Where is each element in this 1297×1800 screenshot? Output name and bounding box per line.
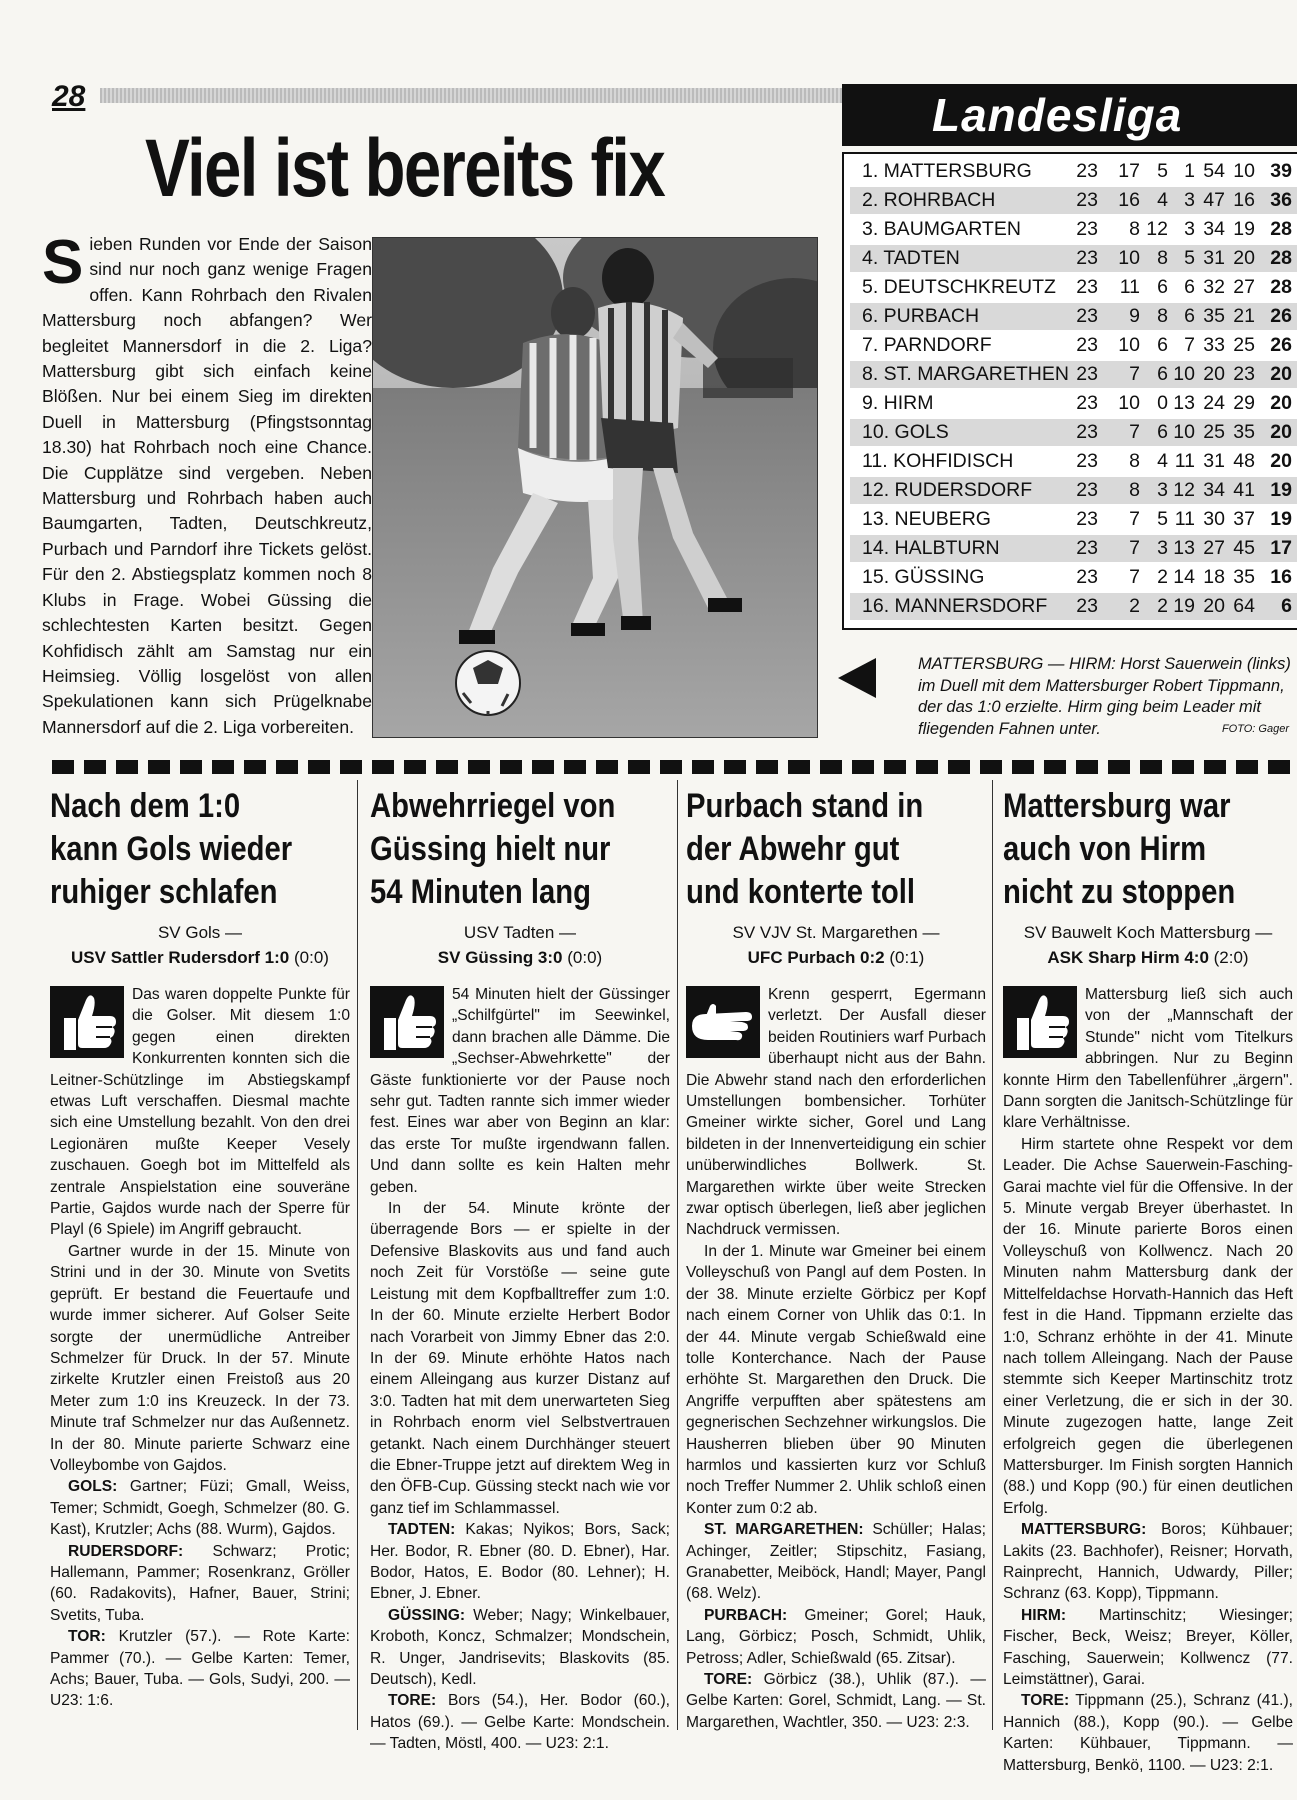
article-paragraph: TORE: Bors (54.), Her. Bodor (60.), Hatos (69.). — Gelbe Karte: Mondschein. — Tadten, Möstl, 400. — U23: 2:1.: [370, 1692, 670, 1753]
standings-w: 8: [1129, 218, 1140, 240]
standings-pts: 6: [1281, 595, 1292, 617]
standings-team: 5. DEUTSCHKREUTZ: [862, 276, 1056, 298]
standings-gf: 24: [1203, 392, 1225, 414]
headline-line: Nach dem 1:0: [50, 787, 241, 825]
standings-gf: 31: [1203, 247, 1225, 269]
standings-team: 8. ST. MARGARETHEN: [862, 363, 1069, 385]
match-away-score: USV Sattler Rudersdorf 1:0 (0:0): [71, 948, 329, 967]
article-body: [686, 984, 986, 1733]
standings-pts: 20: [1270, 450, 1292, 472]
standings-row: [850, 187, 1297, 214]
article-gols-rudersdorf: [50, 785, 350, 1712]
halftime-score: (0:0): [293, 948, 329, 967]
standings-team: 10. GOLS: [862, 421, 949, 443]
lead-article: [42, 228, 372, 740]
article-mattersburg-hirm: [1003, 785, 1293, 1776]
standings-w: 11: [1119, 276, 1140, 298]
standings-team: 9. HIRM: [862, 392, 934, 414]
standings-row: [850, 158, 1297, 185]
standings-row: [850, 274, 1297, 301]
standings-p: 23: [1076, 305, 1098, 327]
standings-p: 23: [1076, 334, 1098, 356]
photo-caption: [840, 654, 1295, 740]
standings-row: [850, 564, 1297, 591]
headline-line: kann Gols wieder: [50, 830, 293, 868]
headline-line: Mattersburg war: [1003, 787, 1231, 825]
standings-row: [850, 448, 1297, 475]
dropcap: S: [42, 228, 84, 297]
standings-gf: 18: [1203, 566, 1225, 588]
standings-gf: 31: [1203, 450, 1225, 472]
standings-w: 10: [1118, 392, 1140, 414]
standings-team: 1. MATTERSBURG: [862, 160, 1032, 182]
headline-line: und konterte toll: [686, 873, 916, 911]
article-paragraph: TORE: Görbicz (38.), Uhlik (87.). — Gelbe Karten: Gorel, Schmidt, Lang. — St. Margarethen, Wachtler, 350. — U23: 2:3.: [686, 1671, 986, 1731]
photo-credit: FOTO: Gager: [1221, 722, 1289, 735]
standings-l: 12: [1173, 479, 1195, 501]
standings-d: 5: [1157, 508, 1168, 530]
standings-team: 7. PARNDORF: [862, 334, 992, 356]
article-body: [370, 984, 670, 1755]
article-body: [1003, 984, 1293, 1776]
standings-ga: 35: [1233, 566, 1255, 588]
standings-gf: 25: [1203, 421, 1225, 443]
standings-d: 2: [1157, 566, 1168, 588]
halftime-score: (0:1): [889, 948, 925, 967]
arrow-left-icon: [838, 658, 876, 698]
article-headline: [1003, 785, 1252, 914]
standings-pts: 28: [1270, 247, 1292, 269]
match-home-team: SV Bauwelt Koch Mattersburg —: [1023, 923, 1273, 942]
standings-team: 6. PURBACH: [862, 305, 980, 327]
standings-row: [850, 303, 1297, 330]
match-result: [370, 920, 670, 970]
article-paragraph: HIRM: Martinschitz; Wiesinger; Fischer, Beck, Weisz; Breyer, Köller, Fasching, Sauerwein; Kollwencz (77. Leimstättner), Garai.: [1003, 1606, 1293, 1688]
match-away-score: ASK Sharp Hirm 4:0 (2:0): [1047, 948, 1249, 967]
standings-p: 23: [1076, 276, 1098, 298]
article-paragraph: MATTERSBURG: Boros; Kühbauer; Lakits (23. Bachhofer), Reisner; Horvath, Rainprecht, Hannich, Udwardy, Piller; Schranz (63. Kopp), Tippmann.: [1003, 1521, 1293, 1603]
halftime-score: (2:0): [1213, 948, 1249, 967]
standings-p: 23: [1076, 479, 1098, 501]
standings-l: 6: [1184, 305, 1195, 327]
standings-pts: 26: [1270, 305, 1292, 327]
article-paragraph: PURBACH: Gmeiner; Gorel; Hauk, Lang, Görbicz; Posch, Schmidt, Uhlik, Petross; Adler, Schießwald (65. Zitsar).: [686, 1606, 986, 1667]
standings-ga: 64: [1233, 595, 1255, 617]
standings-gf: 20: [1203, 363, 1225, 385]
article-paragraph: 54 Minuten hielt der Güssinger „Schilfgürtel" im Seewinkel, dann brachen alle Dämme. Die „Sechser-Abwehrkette" der Gäste funktionierte vor der Pause noch sehr gut. Tadten rannte sich immer wieder fest. Eines war aber von Beginn an klar: das erste Tor mußte irgendwann fallen. Und dann sollte es kein Halten mehr geben.: [370, 986, 670, 1196]
standings-w: 7: [1129, 421, 1140, 443]
standings-team: 15. GÜSSING: [862, 566, 985, 588]
standings-ga: 29: [1233, 392, 1255, 414]
standings-table: [842, 152, 1297, 630]
section-divider: [52, 760, 1297, 774]
standings-p: 23: [1076, 160, 1098, 182]
article-paragraph: GOLS: Gartner; Füzi; Gmall, Weiss, Temer; Schmidt, Goegh, Schmelzer (80. G. Kast), Krutzler; Achs (88. Wurm), Gajdos.: [50, 1478, 350, 1539]
standings-p: 23: [1076, 189, 1098, 211]
article-paragraph: Hirm startete ohne Respekt vor dem Leader. Die Achse Sauerwein-Fasching-Garai machte viel für die Offensive. In der 5. Minute vergab Breyer überhastet. In der 16. Minute parierte Boros einen Volleyschuß von Kollwencz. Nach 20 Minuten nahm Mattersburg dank der Mittelfeldachse Horvath-Hannich das Heft fest in die Hand. Tippmann erzielte das 1:0, Schranz erhöhte in der 41. Minute nach tollem Alleingang. Nach der Pause stemmte sich Keeper Martinschitz trotz einer Verletzung, die er sich in der 30. Minute zugezogen hatte, lange Zeit erfolgreich gegen die überlegenen Mattersburger. Im Finish sorgten Hannich (88.) und Kopp (90.) für einen deutlichen Erfolg.: [1003, 1135, 1293, 1517]
standings-pts: 39: [1270, 160, 1292, 182]
standings-gf: 34: [1203, 218, 1225, 240]
standings-w: 17: [1118, 160, 1140, 182]
article-paragraph: ST. MARGARETHEN: Schüller; Halas; Achinger, Zeitler; Stipschitz, Fasiang, Granabetter, Meiböck, Handl; Mayer, Pangl (68. Welz).: [686, 1521, 986, 1603]
standings-w: 7: [1129, 566, 1140, 588]
standings-ga: 20: [1233, 247, 1255, 269]
standings-w: 7: [1129, 363, 1140, 385]
standings-w: 10: [1118, 334, 1140, 356]
main-headline: Viel ist bereits fix: [145, 123, 665, 214]
standings-gf: 20: [1203, 595, 1225, 617]
standings-ga: 41: [1233, 479, 1255, 501]
thumbs-up-icon: [50, 986, 124, 1058]
standings-d: 2: [1157, 595, 1168, 617]
standings-gf: 27: [1203, 537, 1225, 559]
standings-d: 6: [1157, 421, 1168, 443]
thumbs-up-icon: [1003, 986, 1077, 1058]
match-home-team: SV Gols —: [157, 923, 243, 942]
standings-p: 23: [1076, 566, 1098, 588]
page-number: 28: [52, 80, 86, 113]
standings-l: 14: [1173, 566, 1195, 588]
standings-l: 1: [1184, 160, 1195, 182]
article-tadten-guessing: [370, 785, 670, 1755]
standings-d: 3: [1157, 537, 1168, 559]
standings-w: 7: [1129, 537, 1140, 559]
standings-ga: 35: [1233, 421, 1255, 443]
standings-gf: 33: [1203, 334, 1225, 356]
standings-l: 10: [1173, 363, 1195, 385]
article-paragraph: Gartner wurde in der 15. Minute von Strini und in der 30. Minute von Svetits geprüft. Er bestand die Feuertaufe und wurde immer sicherer. Auf Golser Seite sorgte der unermüdliche Antreiber Schmelzer für Druck. In der 57. Minute zirkelte Krutzler einen Freistoß aus 20 Meter zum 1:0 ins Kreuzeck. In der 73. Minute traf Schmelzer nur das Außennetz. In der 80. Minute parierte Schwarz eine Volleybombe von Gajdos.: [50, 1242, 350, 1474]
standings-w: 10: [1118, 247, 1140, 269]
match-result: [686, 920, 986, 970]
standings-ga: 48: [1233, 450, 1255, 472]
standings-ga: 23: [1233, 363, 1255, 385]
standings-d: 6: [1157, 334, 1168, 356]
headline-line: der Abwehr gut: [686, 830, 900, 868]
football-duel-photo: [373, 238, 817, 737]
match-photo: [372, 237, 818, 738]
standings-p: 23: [1076, 218, 1098, 240]
standings-pts: 36: [1270, 189, 1292, 211]
standings-w: 16: [1118, 189, 1140, 211]
standings-title: Landesliga: [932, 89, 1183, 141]
headline-line: 54 Minuten lang: [370, 873, 591, 911]
standings-team: 11. KOHFIDISCH: [862, 450, 1014, 472]
standings-team: 16. MANNERSDORF: [862, 595, 1048, 617]
article-paragraph: Mattersburg ließ sich auch von der „Mannschaft der Stunde" nicht vom Titelkurs abbringen. Nur zu Beginn konnte Hirm den Tabellenführer „ärgern". Dann sorgten die Janitsch-Schützlinge für klare Verhältnisse.: [1003, 986, 1293, 1132]
standings-w: 2: [1129, 595, 1140, 617]
standings-gf: 34: [1203, 479, 1225, 501]
standings-p: 23: [1076, 247, 1098, 269]
standings-gf: 47: [1203, 189, 1225, 211]
standings-ga: 27: [1233, 276, 1255, 298]
match-result: [50, 920, 350, 970]
standings-team: 2. ROHRBACH: [862, 189, 996, 211]
article-headline: [686, 785, 944, 914]
standings-ga: 37: [1233, 508, 1255, 530]
standings-l: 5: [1184, 247, 1195, 269]
standings-team: 14. HALBTURN: [862, 537, 1000, 559]
standings-team: 12. RUDERSDORF: [862, 479, 1033, 501]
article-paragraph: TOR: Krutzler (57.). — Rote Karte: Pammer (70.). — Gelbe Karten: Temer, Achs; Bauer, Tuba. — Gols, Sudyi, 200. — U23: 1:6.: [50, 1628, 350, 1710]
headline-line: Purbach stand in: [686, 787, 924, 825]
standings-pts: 19: [1270, 508, 1292, 530]
thumbs-up-icon: [370, 986, 444, 1058]
standings-pts: 20: [1270, 392, 1292, 414]
standings-d: 3: [1157, 479, 1168, 501]
standings-l: 6: [1184, 276, 1195, 298]
standings-row: [850, 477, 1297, 504]
standings-p: 23: [1076, 595, 1098, 617]
standings-ga: 45: [1233, 537, 1255, 559]
article-paragraph: GÜSSING: Weber; Nagy; Winkelbauer, Kroboth, Koncz, Schmalzer; Mondschein, R. Unger, Jandrisevits; Blaskovits (85. Deutsch), Kedl.: [370, 1606, 670, 1688]
standings-d: 4: [1157, 450, 1168, 472]
standings-pts: 28: [1270, 218, 1292, 240]
halftime-score: (0:0): [567, 948, 603, 967]
standings-gf: 54: [1203, 160, 1225, 182]
standings-l: 19: [1173, 595, 1195, 617]
standings-l: 10: [1173, 421, 1195, 443]
standings-ga: 25: [1233, 334, 1255, 356]
standings-row: [850, 593, 1297, 620]
headline-line: Güssing hielt nur: [370, 830, 611, 868]
article-paragraph: RUDERSDORF: Schwarz; Protic; Hallemann, Pammer; Rosenkranz, Gröller (60. Radakovits), Hafner, Bauer, Strini; Svetits, Tuba.: [50, 1542, 350, 1624]
column-rule: [677, 780, 678, 1730]
article-paragraph: Das waren doppelte Punkte für die Golser. Mit diesem 1:0 gegen einen direkten Konkurrenten konnten sich die Leitner-Schützlinge im Abstiegskampf etwas Luft verschaffen. Diesmal machte sich eine Umstellung bezahlt. Von den drei Legionären mußte Keeper Vesely zuschauen. Goegh bot im Mittelfeld als zentrale Anspielstation eine souveräne Partie, Gajdos wurde nach der Sperre für Playl (6 Spiele) im Angriff gebraucht.: [50, 986, 350, 1239]
standings-row: [850, 245, 1297, 272]
headline-line: Abwehrriegel von: [370, 787, 616, 825]
standings-pts: 26: [1270, 334, 1292, 356]
article-body: [50, 984, 350, 1712]
match-home-team: USV Tadten —: [463, 923, 577, 942]
standings-pts: 20: [1270, 421, 1292, 443]
standings-row: [850, 216, 1297, 243]
standings-row: [850, 419, 1297, 446]
standings-row: [850, 535, 1297, 562]
standings-p: 23: [1076, 450, 1098, 472]
match-away-score: UFC Purbach 0:2 (0:1): [747, 948, 925, 967]
standings-pts: 28: [1270, 276, 1292, 298]
standings-row: [850, 506, 1297, 533]
article-paragraph: Krenn gesperrt, Egermann verletzt. Der Ausfall dieser beiden Routiniers warf Purbach überhaupt nicht aus der Bahn. Die Abwehr stand nach den erforderlichen Umstellungen bombensicher. Torhüter Gmeiner wirkte sicher, Gorel und Lang bildeten in der Innenverteidigung ein schier unüberwindliches Bollwerk. St. Margarethen wirkte über weite Strecken zwar optisch überlegen, ließ aber jeglichen Nachdruck vermissen.: [686, 986, 986, 1239]
standings-l: 13: [1173, 392, 1195, 414]
standings-title-bar: [842, 84, 1297, 146]
headline-line: ruhiger schlafen: [50, 873, 278, 911]
article-headline: [50, 785, 308, 914]
standings-team: 13. NEUBERG: [862, 508, 991, 530]
standings-d: 8: [1157, 305, 1168, 327]
standings-p: 23: [1076, 392, 1098, 414]
standings-w: 7: [1129, 508, 1140, 530]
standings-l: 3: [1184, 189, 1195, 211]
standings-pts: 19: [1270, 479, 1292, 501]
article-paragraph: In der 54. Minute krönte der überragende Bors — er spielte in der Defensive Blaskovits aus und fand auch noch Zeit für Vorstöße — seine gute Leistung mit dem Kopfballtreffer zum 1:0. In der 60. Minute erzielte Herbert Bodor nach Vorarbeit von Jimmy Ebner das 2:0. In der 69. Minute erhöhte Hatos nach einem Alleingang aus kurzer Distanz auf 3:0. Tadten hat mit dem unerwarteten Sieg in Rohrbach enorm viel Selbstvertrauen getankt. Nach einem Durchhänger steuert die Ebner-Truppe jetzt auf direktem Weg in den ÖFB-Cup. Güssing steckt nach wie vor ganz tief im Schlammassel.: [370, 1200, 670, 1517]
standings-row: [850, 390, 1297, 417]
standings-d: 6: [1157, 276, 1168, 298]
article-paragraph: In der 1. Minute war Gmeiner bei einem Volleyschuß von Pangl auf dem Posten. In der 38. Minute erzielte Görbicz per Kopf nach einem Corner von Uhlik das 0:1. In der 44. Minute vergab Schießwald eine tolle Konterchance. Nach der Pause erhöhte St. Margarethen den Druck. Die Angriffe verpufften aber spätestens am gegnerischen Sechzehner wirkungslos. Die Hausherren blieben über 90 Minuten harmlos und kassierten kurz vor Schluß noch Treffer Nummer 2. Uhlik schloß einen Konter zum 0:2 ab.: [686, 1242, 986, 1517]
standings-pts: 20: [1270, 363, 1292, 385]
hand-flat-icon: [686, 986, 760, 1058]
standings-ga: 19: [1233, 218, 1255, 240]
lead-text: ieben Runden vor Ende der Saison sind nur noch ganz wenige Fragen offen. Kann Rohrbach den Rivalen Mattersburg noch abfangen? Wer begleitet Mannersdorf in die 2. Liga? Mattersburg gibt sich einfach keine Blößen. Nur bei einem Sieg im direkten Duell in Mattersburg (Pfingstsonntag 18.30) hat Rohrbach noch eine Chance. Die Cupplätze sind vergeben. Neben Mattersburg und Rohrbach haben auch Baumgarten, Tadten, Deutschkreutz, Purbach und Parndorf ihre Tickets gelöst. Für den 2. Abstiegsplatz kommen noch 8 Klubs in Frage. Wobei Güssing die schlechtesten Karten besitzt. Gegen Kohfidisch zählt am Samstag nur ein Heimsieg. Völlig losgelöst von allen Spekulationen kann sich Prügelknabe Mannersdorf auf die 2. Liga vorbereiten.: [42, 234, 372, 737]
standings-p: 23: [1076, 537, 1098, 559]
standings-d: 4: [1157, 189, 1168, 211]
standings-l: 3: [1184, 218, 1195, 240]
header-rule: [100, 88, 842, 103]
standings-pts: 17: [1270, 537, 1292, 559]
standings-d: 5: [1157, 160, 1168, 182]
article-stmargarethen-purbach: [686, 785, 986, 1733]
article-paragraph: TADTEN: Kakas; Nyikos; Bors, Sack; Her. Bodor, R. Ebner (80. D. Ebner), Har. Bodor, Hatos, E. Bodor (80. Lehner); H. Ebner, J. Ebner.: [370, 1521, 670, 1603]
headline-line: nicht zu stoppen: [1003, 873, 1236, 911]
standings-l: 11: [1174, 508, 1195, 530]
headline-line: auch von Hirm: [1003, 830, 1207, 868]
standings-team: 4. TADTEN: [862, 247, 960, 269]
standings-p: 23: [1076, 421, 1098, 443]
standings-gf: 30: [1203, 508, 1225, 530]
standings-p: 23: [1076, 363, 1098, 385]
standings-ga: 21: [1233, 305, 1255, 327]
match-result: [1003, 920, 1293, 970]
standings-p: 23: [1076, 508, 1098, 530]
standings-d: 8: [1157, 247, 1168, 269]
standings-row: [850, 332, 1297, 359]
column-rule: [357, 780, 358, 1730]
caption-text: MATTERSBURG — HIRM: Horst Sauerwein (links) im Duell mit dem Mattersburger Robert Tippmann, der das 1:0 erzielte. Hirm ging beim Leader mit fliegenden Fahnen unter.: [918, 655, 1291, 738]
article-headline: [370, 785, 628, 914]
standings-w: 9: [1129, 305, 1140, 327]
standings-row: [850, 361, 1297, 388]
standings-l: 13: [1173, 537, 1195, 559]
standings-d: 6: [1157, 363, 1168, 385]
standings-l: 11: [1174, 450, 1195, 472]
match-away-score: SV Güssing 3:0 (0:0): [437, 948, 603, 967]
standings-gf: 35: [1203, 305, 1225, 327]
standings-l: 7: [1184, 334, 1195, 356]
standings-d: 0: [1157, 392, 1168, 414]
standings-team: 3. BAUMGARTEN: [862, 218, 1021, 240]
column-rule: [992, 780, 993, 1730]
standings-gf: 32: [1203, 276, 1225, 298]
match-home-team: SV VJV St. Margarethen —: [732, 923, 940, 942]
standings-ga: 10: [1233, 160, 1255, 182]
article-paragraph: TORE: Tippmann (25.), Schranz (41.), Hannich (88.), Kopp (90.). — Gelbe Karten: Kühbauer, Tippmann. — Mattersburg, Benkö, 1100. — U23: 2:1.: [1003, 1692, 1293, 1774]
standings-d: 12: [1146, 218, 1168, 240]
standings-pts: 16: [1270, 566, 1292, 588]
standings-w: 8: [1129, 450, 1140, 472]
standings-w: 8: [1129, 479, 1140, 501]
standings-ga: 16: [1233, 189, 1255, 211]
